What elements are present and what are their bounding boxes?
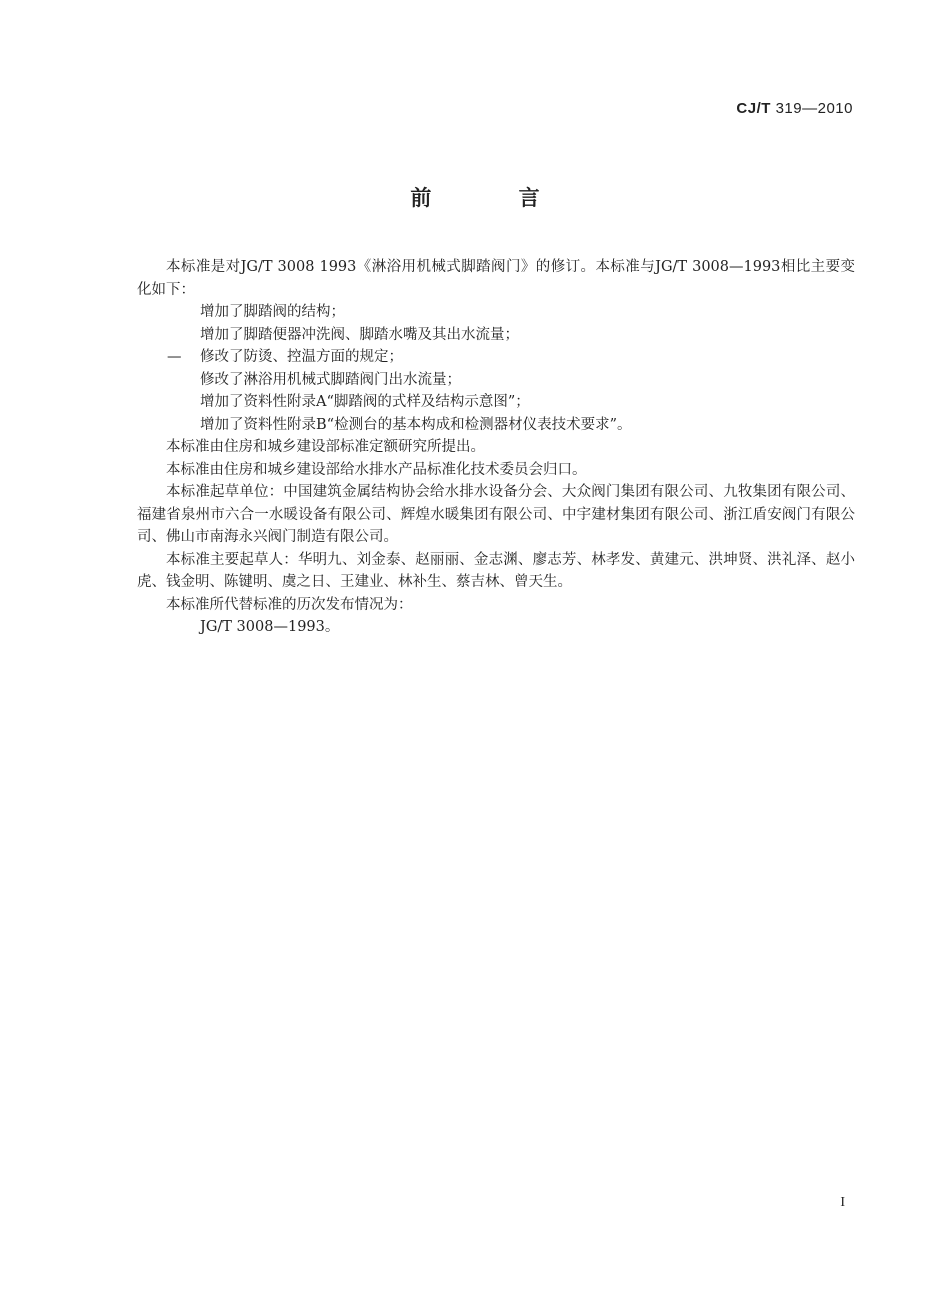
change-item: 增加了脚踏阀的结构； bbox=[200, 304, 345, 320]
change-item: 增加了资料性附录A“脚踏阀的式样及结构示意图”； bbox=[200, 394, 530, 410]
drafting-units-paragraph: 本标准起草单位：中国建筑金属结构协会给水排水设备分会、大众阀门集团有限公司、九牧集团有限公司、福建省泉州市六合一水暖设备有限公司、辉煌水暖集团有限公司、中宇建材集团有限公司、浙江盾安阀门有限公司、佛山市南海永兴阀门制造有限公司。 bbox=[137, 484, 855, 545]
proposed-paragraph: 本标准由住房和城乡建设部标准定额研究所提出。 bbox=[166, 439, 485, 455]
change-item: 修改了淋浴用机械式脚踏阀门出水流量； bbox=[200, 371, 461, 388]
change-item-text: 修改了防烫、控温方面的规定； bbox=[200, 349, 403, 365]
document-body bbox=[137, 256, 855, 639]
standard-code-prefix: CJ/T bbox=[736, 100, 771, 117]
change-dash: — bbox=[167, 349, 182, 365]
managed-paragraph: 本标准由住房和城乡建设部给水排水产品标准化技术委员会归口。 bbox=[166, 461, 587, 478]
page-number: I bbox=[840, 1195, 845, 1210]
standard-code bbox=[736, 100, 853, 117]
drafters-paragraph: 本标准主要起草人：华明九、刘金泰、赵丽丽、金志渊、廖志芳、林孝发、黄建元、洪坤贤、洪礼泽、赵小虎、钱金明、陈键明、虞之日、王建业、林补生、蔡吉林、曾天生。 bbox=[137, 551, 855, 590]
standard-code-number: 319—2010 bbox=[775, 100, 853, 117]
history-item: JG/T 3008—1993。 bbox=[200, 619, 340, 635]
page-title: 前 言 bbox=[410, 185, 580, 210]
change-item bbox=[137, 346, 855, 369]
change-item: 增加了脚踏便器冲洗阀、脚踏水嘴及其出水流量； bbox=[200, 326, 519, 343]
change-item: 增加了资料性附录B“检测台的基本构成和检测器材仪表技术要求”。 bbox=[200, 416, 632, 433]
intro-paragraph: 本标准是对JG/T 3008 1993《淋浴用机械式脚踏阀门》的修订。本标准与JG/T 3008—1993相比主要变化如下： bbox=[137, 259, 855, 298]
history-label: 本标准所代替标准的历次发布情况为： bbox=[166, 596, 413, 613]
